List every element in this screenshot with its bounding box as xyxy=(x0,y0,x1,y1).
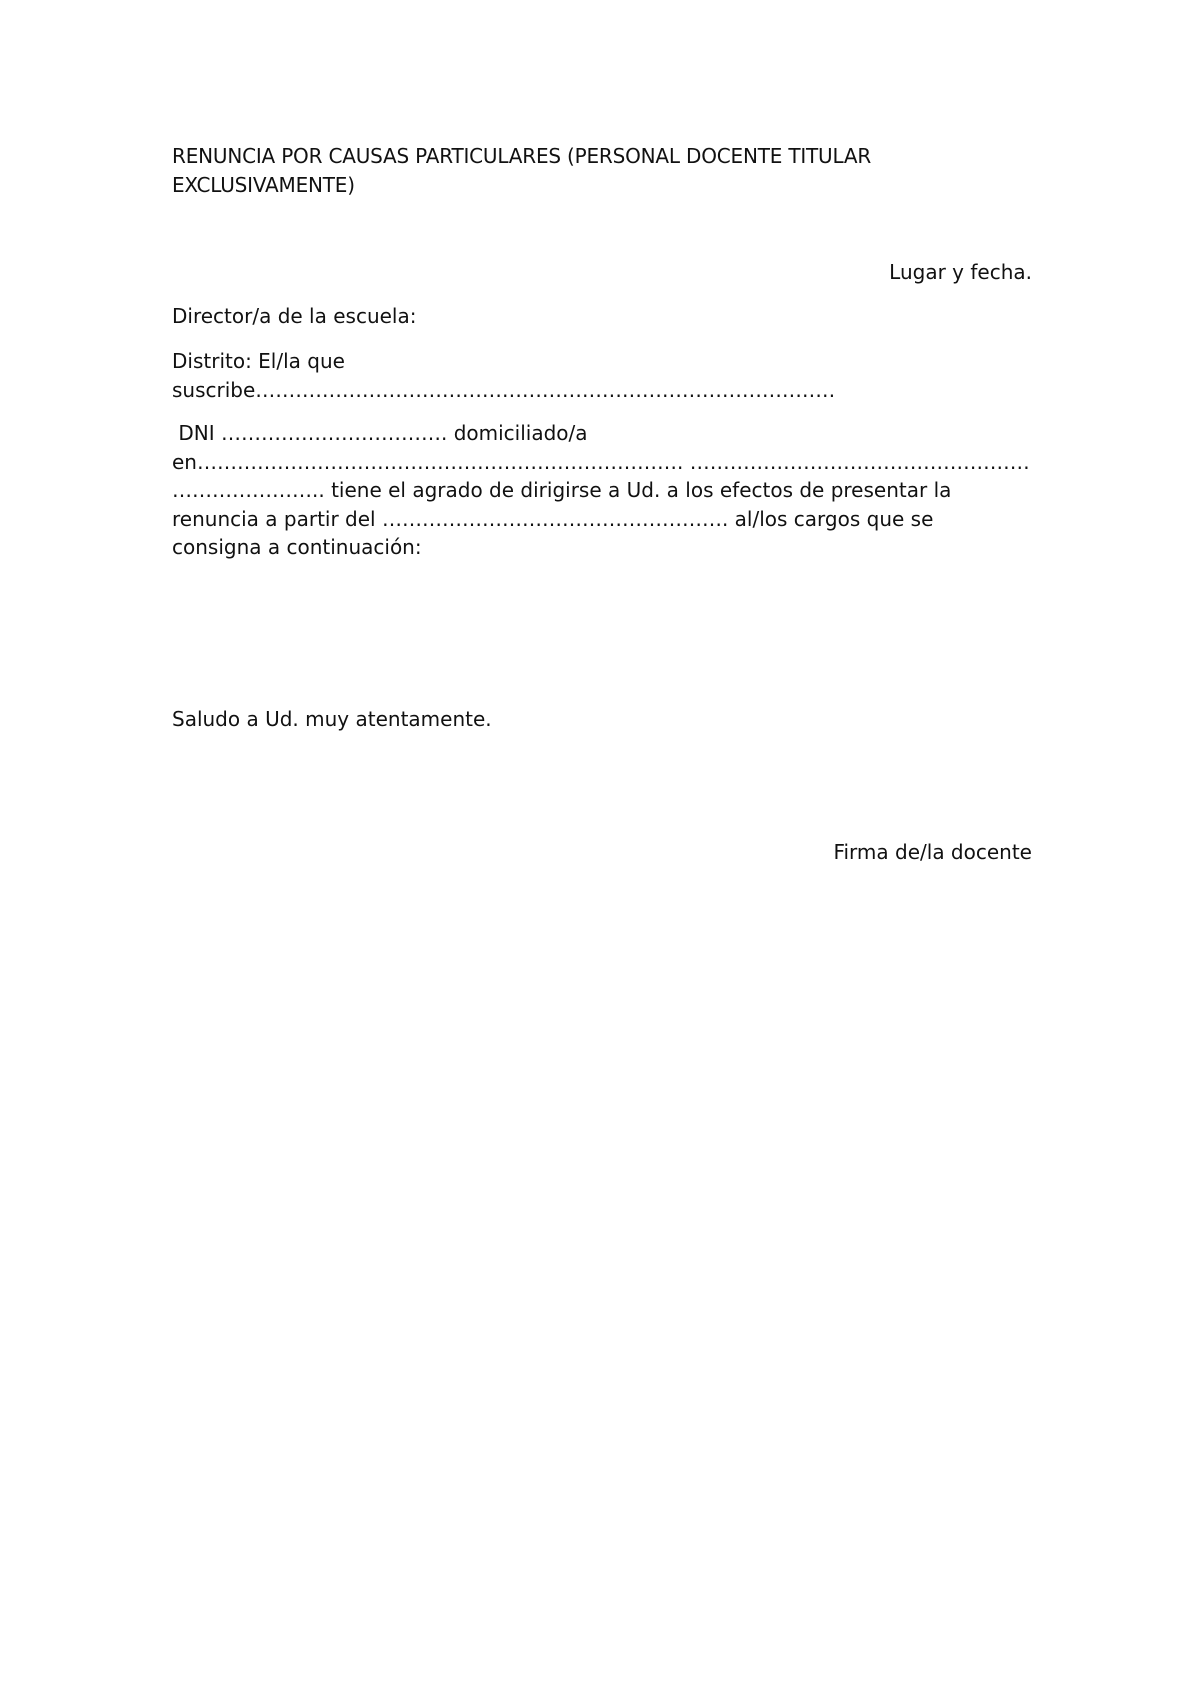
signature-line: Firma de/la docente xyxy=(833,840,1032,864)
body-paragraph xyxy=(172,419,1032,562)
district-line: Distrito: El/la que xyxy=(172,349,345,373)
document-title: RENUNCIA POR CAUSAS PARTICULARES (PERSONAL DOCENTE TITULAR EXCLUSIVAMENTE) xyxy=(172,144,872,197)
dni-line: DNI ……………………………. domiciliado/a xyxy=(172,421,588,445)
district-paragraph xyxy=(172,347,1032,404)
purpose-line: ………………….. tiene el agrado de dirigirse a Ud. a los efectos de presentar la xyxy=(172,478,952,502)
address-line: en………………………………………………………………. …………………………………………… xyxy=(172,449,1030,474)
addressee-line: Director/a de la escuela: xyxy=(172,304,417,328)
place-and-date: Lugar y fecha. xyxy=(889,260,1032,284)
subscriber-line: suscribe…………………………………………………………………………… xyxy=(172,377,836,402)
closing-line: Saludo a Ud. muy atentamente. xyxy=(172,707,492,731)
date-from-line: renuncia a partir del ……………………………………………. al/los cargos que se xyxy=(172,506,934,531)
positions-line: consigna a continuación: xyxy=(172,535,422,559)
